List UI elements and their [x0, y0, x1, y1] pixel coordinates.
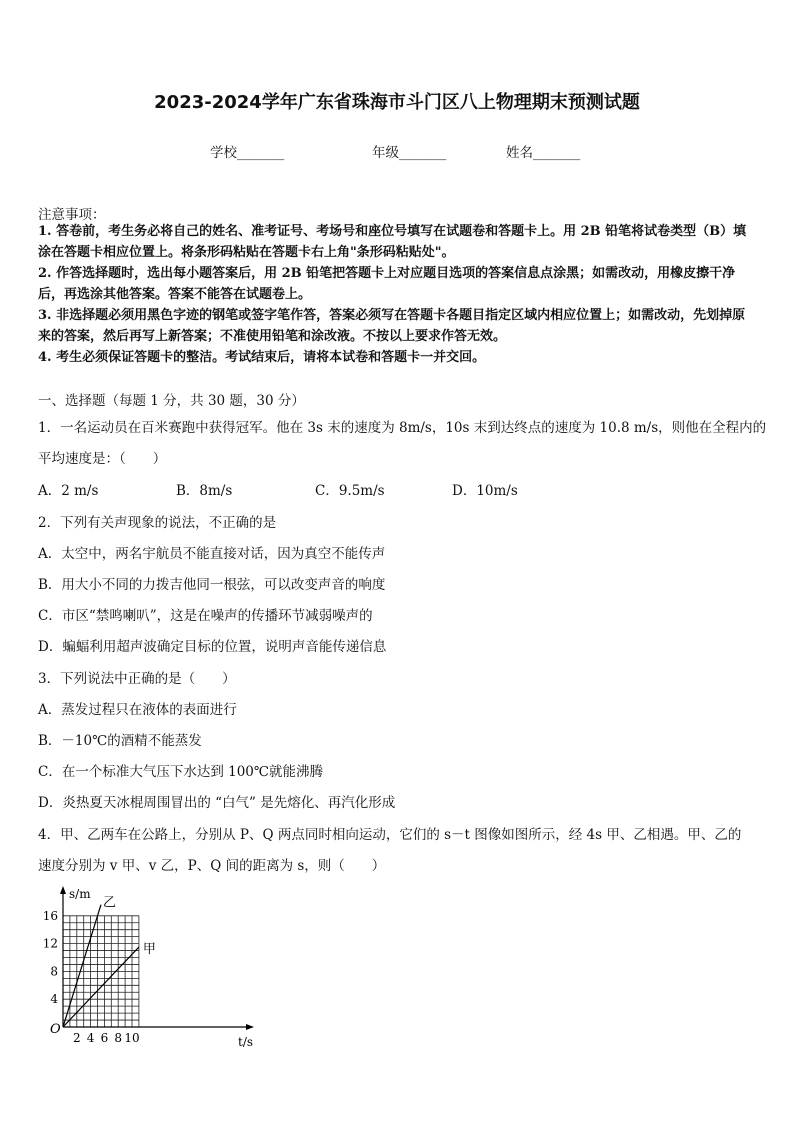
name-field: 姓名_______ — [506, 145, 581, 161]
y-tick-label: 4 — [50, 992, 58, 1007]
y-tick-label: 12 — [42, 936, 58, 951]
q2-stem: 2．下列有关声现象的说法，不正确的是 — [38, 515, 277, 531]
x-tick-label: 6 — [100, 1031, 109, 1045]
q3-option-d: D．炎热夏天冰棍周围冒出的 “白气” 是先熔化、再汽化形成 — [38, 795, 396, 811]
note-item: 3. 非选择题必须用黑色字迹的钢笔或签字笔作答，答案必须写在答题卡各题目指定区域内相应位置上；如需改动，先划掉原来的答案，然后再写上新答案；不准使用铅笔和涂改液。不按以上要求作答无效。 — [38, 308, 746, 344]
series-label: 乙 — [102, 895, 116, 911]
q1-option-a: A．2 m/s — [38, 483, 99, 499]
note-item: 2. 作答选择题时，选出每小题答案后，用 2B 铅笔把答题卡上对应题目选项的答案信息点涂黑；如需改动，用橡皮擦干净后，再选涂其他答案。答案不能答在试题卷上。 — [38, 266, 736, 302]
y-tick-label: 16 — [42, 908, 58, 923]
grade-field: 年级_______ — [372, 145, 447, 161]
y-tick-label: 8 — [50, 964, 58, 979]
q4-stem-line2: 速度分别为 v 甲、v 乙，P、Q 间的距离为 s，则（ ） — [38, 858, 386, 874]
x-axis-arrow — [246, 1024, 254, 1030]
series-line — [63, 947, 139, 1027]
section-heading: 一、选择题（每题 1 分，共 30 题，30 分） — [38, 393, 305, 409]
y-axis-arrow — [60, 886, 66, 894]
q1-stem-line2: 平均速度是：（ ） — [38, 451, 167, 467]
notes-heading: 注意事项： — [38, 207, 106, 223]
q1-option-b: B．8m/s — [176, 483, 233, 499]
note-item: 1. 答卷前，考生务必将自己的姓名、准考证号、考场号和座位号填写在试题卷和答题卡上。用 2B 铅笔将试卷类型（B）填涂在答题卡相应位置上。将条形码粘贴在答题卡右上角"条形码粘贴处"。 — [38, 224, 747, 260]
x-tick-label: 4 — [86, 1031, 95, 1045]
s-t-graph — [30, 880, 270, 1050]
origin-label: O — [50, 1022, 61, 1037]
note-item: 4. 考生必须保证答题卡的整洁。考试结束后，请将本试卷和答题卡一并交回。 — [38, 350, 486, 365]
x-tick-label: 2 — [72, 1031, 81, 1045]
q2-option-b: B．用大小不同的力拨吉他同一根弦，可以改变声音的响度 — [38, 577, 386, 593]
q3-option-a: A．蒸发过程只在液体的表面进行 — [38, 702, 237, 718]
q1-option-c: C．9.5m/s — [315, 483, 385, 499]
q3-stem: 3．下列说法中正确的是（ ） — [38, 671, 236, 687]
q1-option-d: D．10m/s — [452, 483, 518, 499]
q1-stem-line1: 1．一名运动员在百米赛跑中获得冠军。他在 3s 末的速度为 8m/s，10s 末到达终点的速度为 10.8 m/s，则他在全程内的 — [38, 420, 767, 436]
y-axis-label: s/m — [69, 887, 91, 901]
x-tick-label: 8 — [114, 1031, 123, 1045]
school-field: 学校_______ — [210, 145, 285, 161]
page-title: 2023-2024学年广东省珠海市斗门区八上物理期末预测试题 — [154, 92, 640, 113]
q3-option-b: B．－10℃的酒精不能蒸发 — [38, 733, 202, 749]
x-axis-label: t/s — [238, 1035, 254, 1049]
series-label: 甲 — [142, 942, 156, 958]
q2-option-c: C．市区“禁鸣喇叭”，这是在噪声的传播环节减弱噪声的 — [38, 608, 373, 624]
q4-stem-line1: 4．甲、乙两车在公路上，分别从 P、Q 两点同时相向运动，它们的 s－t 图像如图所示，经 4s 甲、乙相遇。甲、乙的 — [38, 827, 742, 843]
q2-option-a: A．太空中，两名宇航员不能直接对话，因为真空不能传声 — [38, 546, 386, 562]
q2-option-d: D．蝙蝠利用超声波确定目标的位置，说明声音能传递信息 — [38, 639, 387, 655]
x-tick-label: 10 — [124, 1031, 140, 1045]
q3-option-c: C．在一个标准大气压下水达到 100℃就能沸腾 — [38, 764, 323, 780]
